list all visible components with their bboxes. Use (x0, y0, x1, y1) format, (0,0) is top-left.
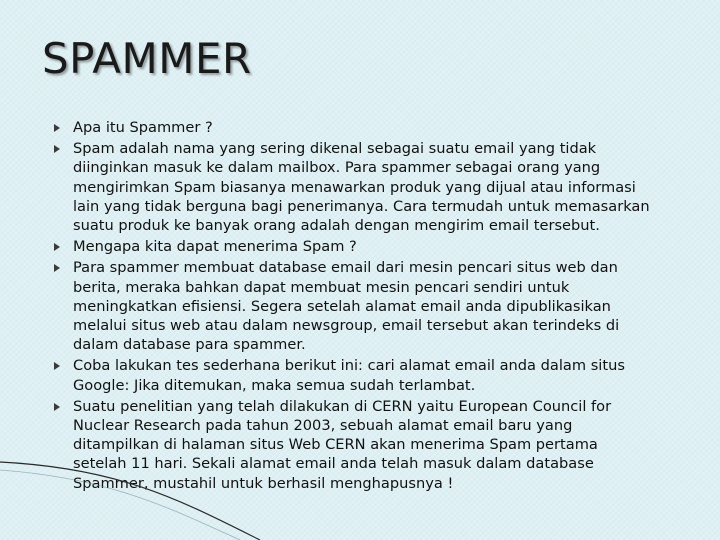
bullet-text: Apa itu Spammer ? (73, 119, 213, 136)
bullet-text: Mengapa kita dapat menerima Spam ? (73, 238, 357, 256)
triangle-bullet-icon (54, 362, 60, 370)
triangle-bullet-icon (54, 403, 60, 411)
bullet-item (54, 356, 654, 394)
bullet-text: Coba lakukan tes sederhana berikut ini: cari alamat email anda dalam situs Google: Jika ditemukan, maka semua sudah terlambat. (73, 357, 625, 394)
bullet-text: Spam adalah nama yang sering dikenal sebagai suatu email yang tidak diinginkan masuk ke dalam mailbox. Para spammer sebagai orang yang mengirimkan Spam biasanya menawarkan produk yang dijual atau informasi lain yang tidak berguna bagi penerimanya. Cara termudah untuk memasarkan suatu produk ke banyak orang adalah dengan mengirim email tersebut. (73, 140, 650, 235)
bullet-text: Suatu penelitian yang telah dilakukan di CERN yaitu European Council for Nuclear Research pada tahun 2003, sebuah alamat email baru yang ditampilkan di halaman situs Web CERN akan menerima Spam pertama setelah 11 hari. Sekali alamat email anda telah masuk dalam database Spammer, mustahil untuk berhasil menghapusnya ! (73, 397, 612, 492)
bullet-text: Para spammer membuat database email dari mesin pencari situs web dan berita, meraka bahkan dapat membuat mesin pencari sendiri untuk meningkatkan efisiensi. Segera setelah alamat email anda dipublikasikan melalui situs web atau dalam newsgroup, email tersebut akan terindeks di dalam database para spammer. (73, 259, 620, 354)
bullet-item (54, 397, 654, 493)
triangle-bullet-icon (54, 243, 60, 251)
triangle-bullet-icon (54, 264, 60, 272)
bullet-list (54, 118, 654, 495)
bullet-item (54, 237, 654, 256)
bullet-item (54, 118, 654, 137)
bullet-item (54, 258, 654, 354)
bullet-item (54, 139, 654, 235)
slide-title: SPAMMER (42, 34, 252, 83)
triangle-bullet-icon (54, 145, 60, 153)
triangle-bullet-icon (54, 124, 60, 132)
